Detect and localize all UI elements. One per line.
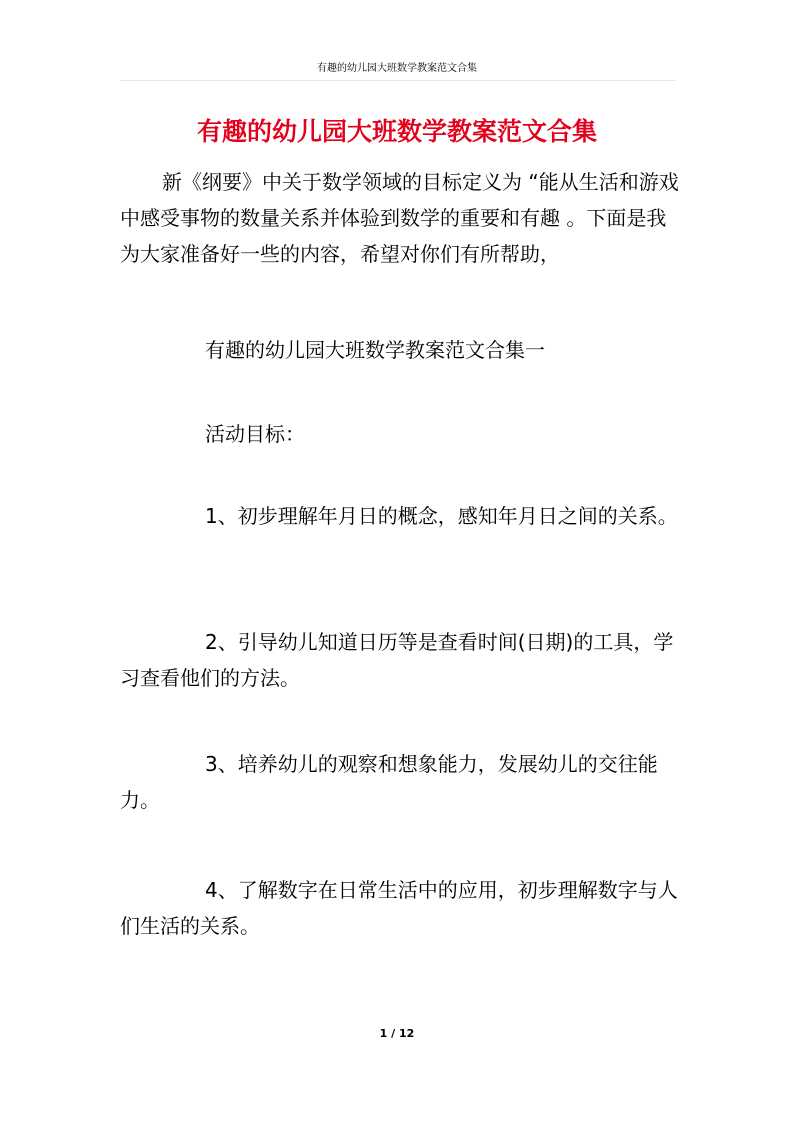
page-number: 1 / 12 bbox=[379, 1027, 415, 1040]
goal-item-3: 3、培养幼儿的观察和想象能力，发展幼儿的交往能力。 bbox=[120, 752, 658, 812]
goal-item-4: 4、了解数字在日常生活中的应用，初步理解数字与人们生活的关系。 bbox=[120, 878, 678, 938]
section-subtitle: 有趣的幼儿园大班数学教案范文合集一 bbox=[205, 338, 545, 362]
header-divider bbox=[120, 80, 676, 81]
goal-item-1: 1、初步理解年月日的概念，感知年月日之间的关系。 bbox=[205, 504, 678, 528]
document-title: 有趣的幼儿园大班数学教案范文合集 bbox=[196, 117, 597, 146]
intro-paragraph: 新《纲要》中关于数学领域的目标定义为 “能从生活和游戏中感受事物的数量关系并体验到数学的重要和有趣 。下面是我为大家准备好一些的内容，希望对你们有所帮助， bbox=[120, 170, 679, 266]
goals-label: 活动目标： bbox=[205, 422, 305, 446]
goal-item-2: 2、引导幼儿知道日历等是查看时间(日期)的工具，学习查看他们的方法。 bbox=[120, 630, 674, 690]
page-header: 有趣的幼儿园大班数学教案范文合集 bbox=[317, 63, 477, 74]
